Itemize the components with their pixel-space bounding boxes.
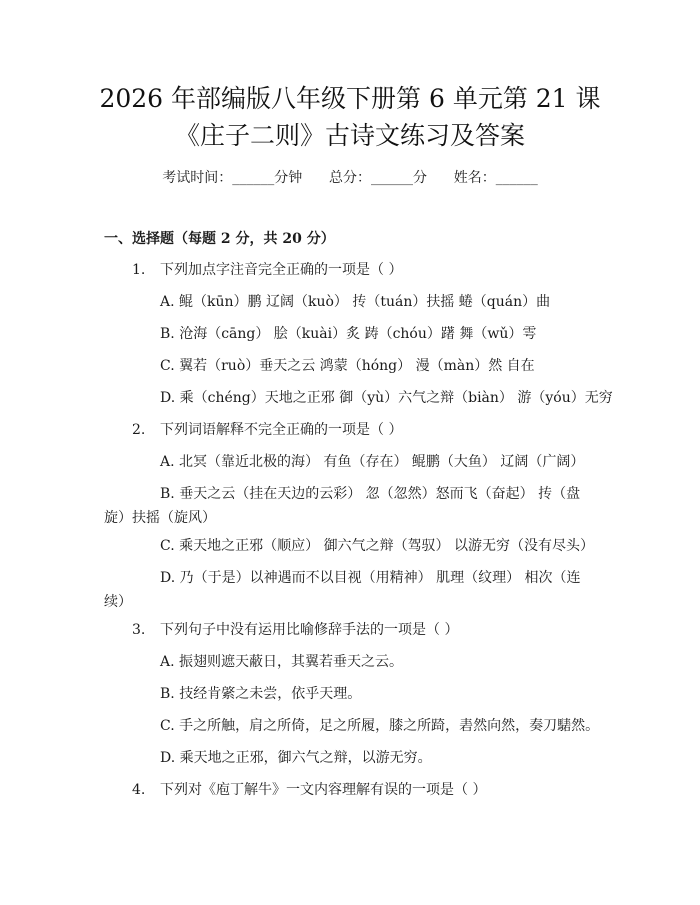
question-2 [132,420,402,440]
question-3 [132,620,458,640]
question-2-option-d: D. 乃（于是）以神遇而不以目视（用精神） 肌理（纹理） 相次（连续） [104,570,581,610]
question-3-option-c: C. 手之所触，肩之所倚，足之所履，膝之所踦，砉然向然，奏刀騞然。 [160,718,600,734]
question-3-option-d: D. 乘天地之正邪，御六气之辩，以游无穷。 [160,750,432,766]
question-number: 3. [132,622,146,638]
section-heading: 一、选择题（每题 2 分，共 20 分） [104,231,335,247]
question-1 [132,260,402,280]
question-number: 2. [132,422,146,438]
question-1-option-b: B. 沧海（cāng） 脍（kuài）炙 踌（chóu）躇 舞（wǔ）雩 [160,326,537,342]
question-text: 下列词语解释不完全正确的一项是（ ） [160,422,403,438]
question-text: 下列加点字注音完全正确的一项是（ ） [160,262,403,278]
question-1-option-d: D. 乘（chéng）天地之正邪 御（yù）六气之辩（biàn） 游（yóu）无穷 [160,390,613,406]
question-1-option-a: A. 鲲（kūn）鹏 辽阔（kuò） 抟（tuán）扶摇 蜷（quán）曲 [160,294,551,310]
question-text: 下列对《庖丁解牛》一文内容理解有误的一项是（ ） [160,782,487,798]
question-number: 4. [132,782,146,798]
question-1-option-c: C. 翼若（ruò）垂天之云 鸿蒙（hóng） 漫（màn）然 自在 [160,358,535,374]
question-2-option-b: B. 垂天之云（挂在天边的云彩） 忽（忽然）怒而飞（奋起） 抟（盘旋）扶摇（旋风） [104,486,581,526]
question-text: 下列句子中没有运用比喻修辞手法的一项是（ ） [160,622,459,638]
question-2-option-c: C. 乘天地之正邪（顺应） 御六气之辩（驾驭） 以游无穷（没有尽头） [160,538,595,554]
document-title-line1: 2026 年部编版八年级下册第 6 单元第 21 课 [99,84,601,113]
question-4 [132,780,486,800]
exam-info-line: 考试时间：______分钟 总分：______分 姓名：______ [162,170,538,186]
question-3-option-b: B. 技经肯綮之未尝，依乎天理。 [160,686,362,702]
question-number: 1. [132,262,146,278]
question-2-option-a: A. 北冥（靠近北极的海） 有鱼（存在） 鲲鹏（大鱼） 辽阔（广阔） [160,454,585,470]
question-3-option-a: A. 振翅则遮天蔽日，其翼若垂天之云。 [160,654,404,670]
document-title-line2: 《庄子二则》古诗文练习及答案 [174,121,525,150]
